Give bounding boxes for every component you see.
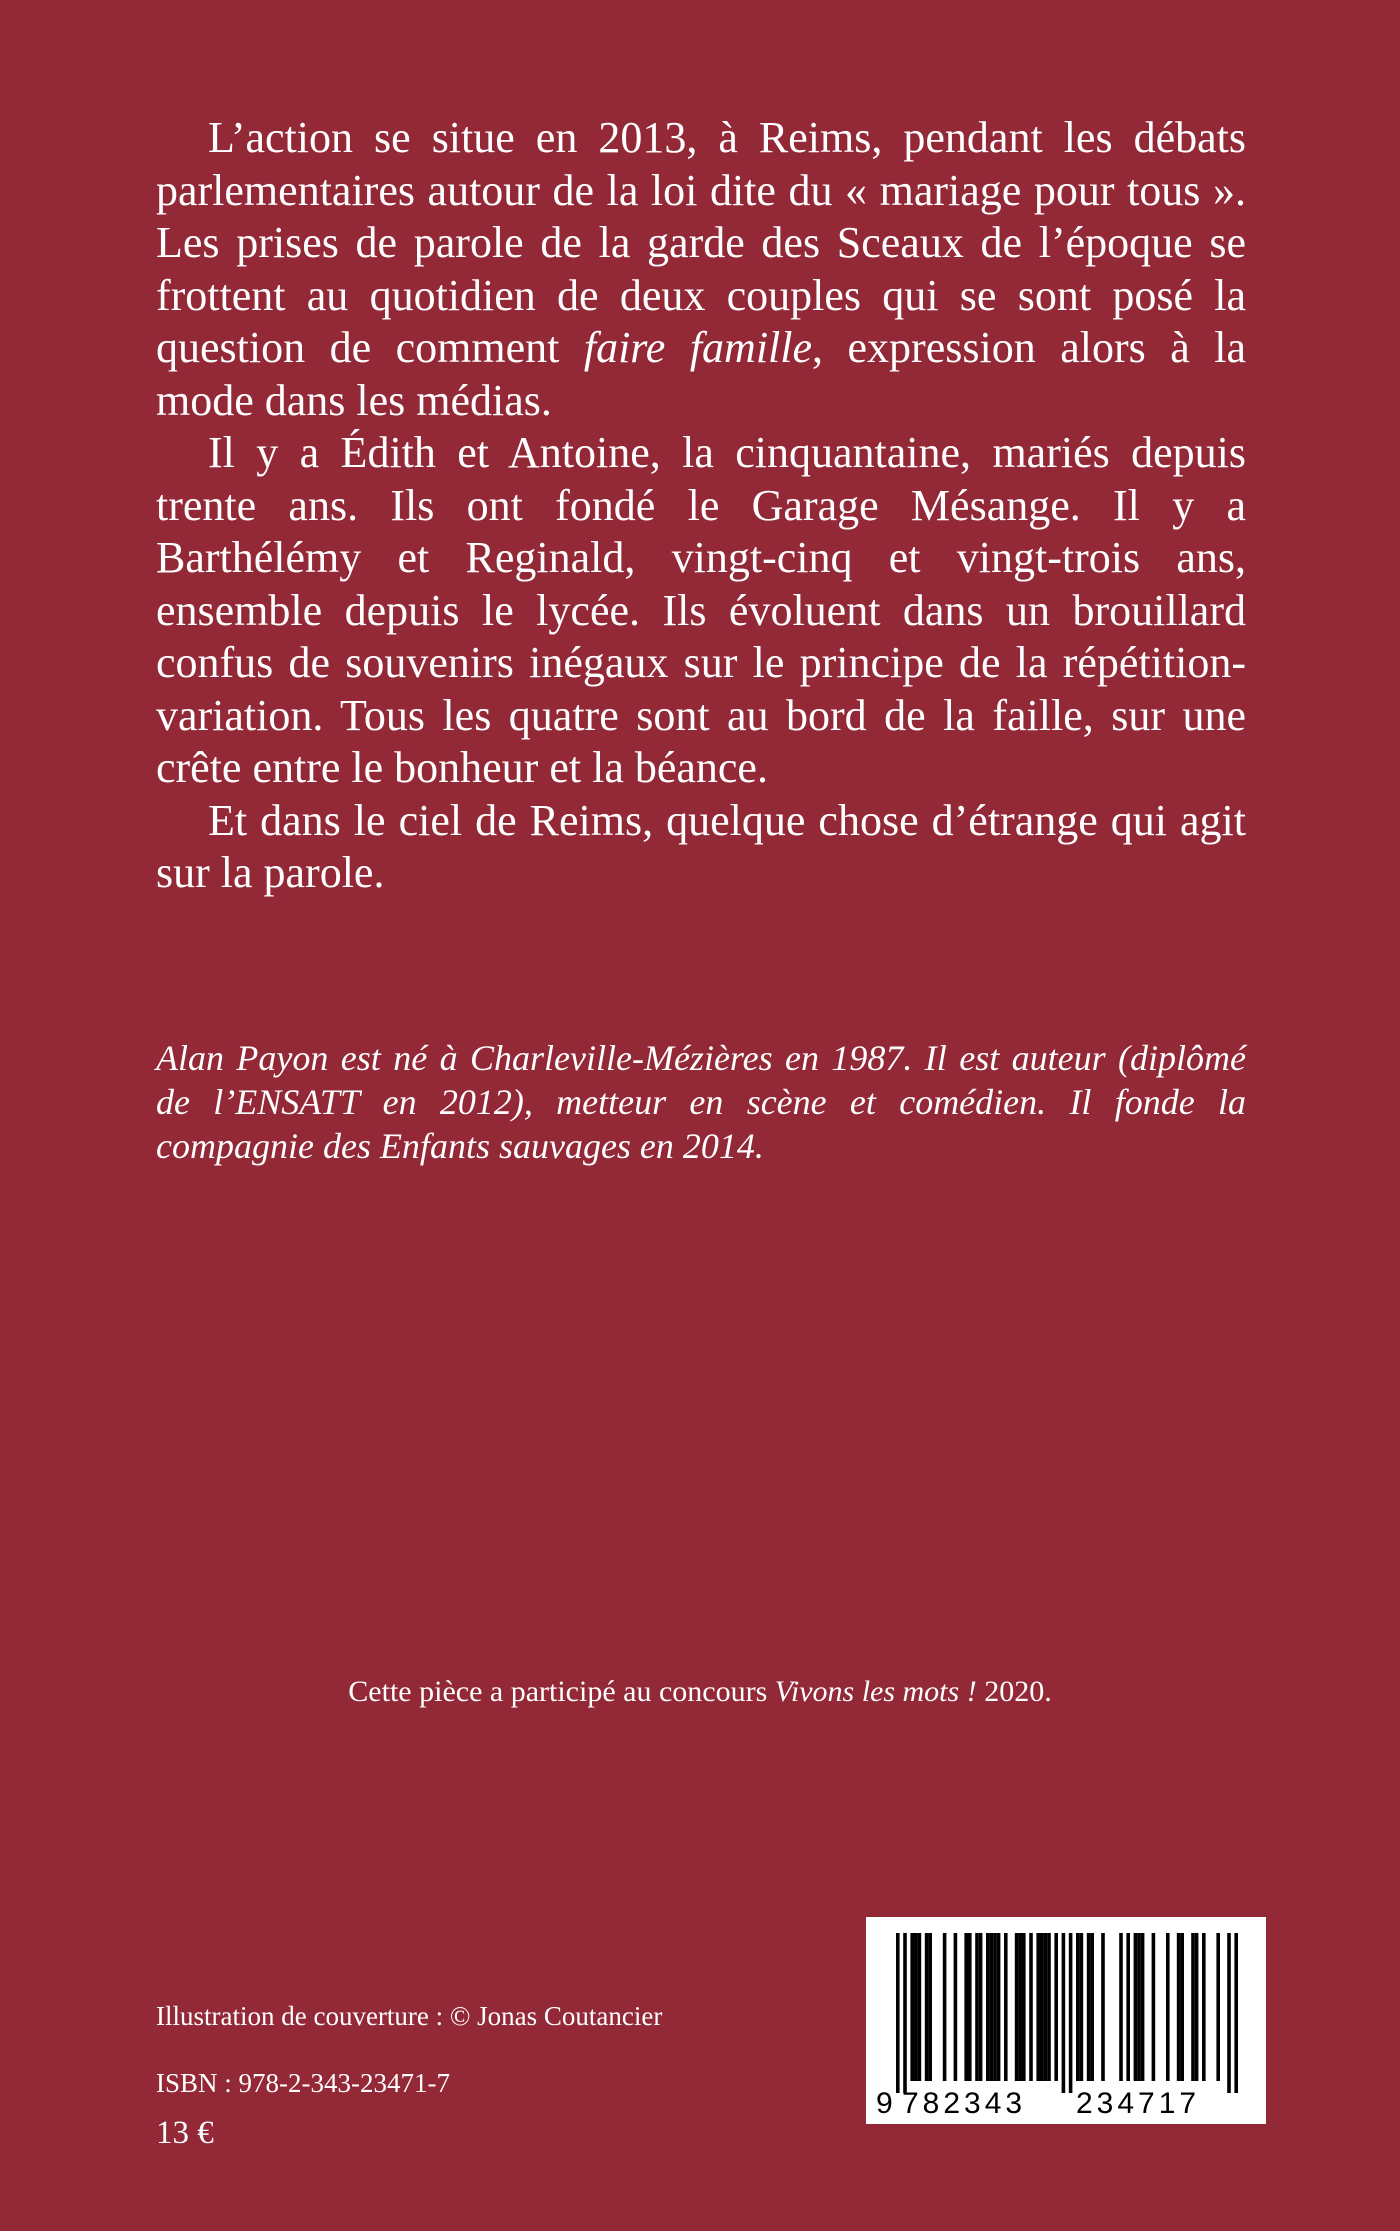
barcode-bar	[1047, 1933, 1051, 2081]
barcode-bar	[1036, 1933, 1040, 2081]
author-bio: Alan Payon est né à Charleville-Mézières en 1987. Il est auteur (diplômé de l’ENSATT en 2012), metteur en scène et comédien. Il fonde la compagnie des Enfants sauvages en 2014.	[156, 1038, 1246, 1166]
summary-p1-start: L’action se situe en 2013, à Reims, pendant les débats parlementaires autour de la loi dite du « mariage pour tous ». Les prises de parole de la garde des Sceaux de l’époque se frottent au quotidien de deux couples qui se sont posé la question de comment	[156, 113, 1246, 372]
barcode-bar	[928, 1933, 932, 2081]
cover-credit: Illustration de couverture : © Jonas Coutancier	[156, 2001, 663, 2031]
barcode-bar	[1018, 1933, 1022, 2081]
barcode-bar	[1054, 1933, 1058, 2081]
barcode-bar	[914, 1933, 918, 2081]
barcode-bar	[943, 1933, 947, 2081]
barcode-bar	[997, 1933, 1001, 2081]
barcode-bar	[979, 1933, 983, 2081]
barcode-bar	[1069, 1933, 1073, 2093]
barcode-bar	[968, 1933, 972, 2081]
barcode-bar	[1015, 1933, 1019, 2081]
summary-paragraph-3: Et dans le ciel de Reims, quelque chose d’étrange qui agit sur la parole.	[156, 795, 1246, 897]
summary-p1-emphasis: faire famille	[583, 323, 813, 372]
contest-name: Vivons les mots !	[774, 1675, 977, 1708]
barcode-bar	[986, 1933, 990, 2081]
barcode-digit: 9	[876, 2087, 893, 2120]
barcode-bar	[1004, 1933, 1008, 2081]
barcode-bar	[1029, 1933, 1033, 2081]
contest-note	[0, 1674, 1400, 1710]
barcode-bar	[1062, 1933, 1066, 2093]
barcode-bar	[903, 1933, 907, 2093]
contest-note-start: Cette pièce a participé au concours	[348, 1675, 775, 1708]
barcode-bar	[1177, 1933, 1181, 2081]
barcode-bar	[975, 1933, 979, 2081]
barcode-bar	[1119, 1933, 1123, 2081]
barcode-bar	[1195, 1933, 1199, 2081]
summary-p1-end: , expression alors à la mode dans les médias.	[156, 323, 1247, 425]
contest-note-end: 2020.	[976, 1675, 1052, 1708]
barcode-bar	[925, 1933, 929, 2081]
price: 13 €	[156, 2115, 214, 2151]
barcode-bar	[1101, 1933, 1105, 2081]
barcode-bar	[1191, 1933, 1195, 2081]
barcode-bar	[1076, 1933, 1080, 2081]
barcode-bar	[1227, 1933, 1231, 2093]
barcode-bar	[1166, 1933, 1170, 2081]
barcode-bar	[1040, 1933, 1044, 2081]
barcode-digits-right: 234717	[1076, 2087, 1201, 2120]
barcode	[866, 1917, 1266, 2124]
barcode-bar	[910, 1933, 914, 2081]
summary-paragraph-2: Il y a Édith et Antoine, la cinquantaine, mariés depuis trente ans. Ils ont fondé le Garage Mésange. Il y a Barthélémy et Reginald, vingt-cinq et vingt-trois ans, ensemble depuis le lycée. Ils évoluent dans un brouillard confus de souvenirs inégaux sur le principe de la répétition-variation. Tous les quatre sont au bord de la faille, sur une crête entre le bonheur et la béance.	[156, 428, 1246, 792]
barcode-bar	[1087, 1933, 1091, 2081]
barcode-bar	[993, 1933, 997, 2081]
barcode-bar	[990, 1933, 994, 2081]
barcode-bar	[1180, 1933, 1184, 2081]
barcode-bar	[918, 1933, 922, 2081]
barcode-bar	[1152, 1933, 1156, 2081]
summary-paragraph-1	[156, 112, 1246, 427]
barcode-bar	[1141, 1933, 1145, 2081]
barcode-digits-left: 782343	[902, 2087, 1027, 2120]
barcode-bar	[1044, 1933, 1048, 2081]
barcode-bar	[1134, 1933, 1138, 2081]
book-summary	[156, 112, 1246, 900]
barcode-bars	[896, 1933, 1238, 2093]
isbn: ISBN : 978-2-343-23471-7	[156, 2068, 450, 2098]
barcode-bar	[1126, 1933, 1130, 2081]
barcode-bar	[1080, 1933, 1084, 2081]
barcode-graphic	[866, 1917, 1266, 2124]
barcode-bar	[1090, 1933, 1094, 2081]
barcode-bar	[964, 1933, 968, 2081]
barcode-bar	[954, 1933, 958, 2081]
barcode-bar	[1022, 1933, 1026, 2081]
barcode-bar	[896, 1933, 900, 2093]
barcode-bar	[1137, 1933, 1141, 2081]
barcode-bar	[1234, 1933, 1238, 2093]
barcode-bar	[1216, 1933, 1220, 2081]
barcode-bar	[1202, 1933, 1206, 2081]
